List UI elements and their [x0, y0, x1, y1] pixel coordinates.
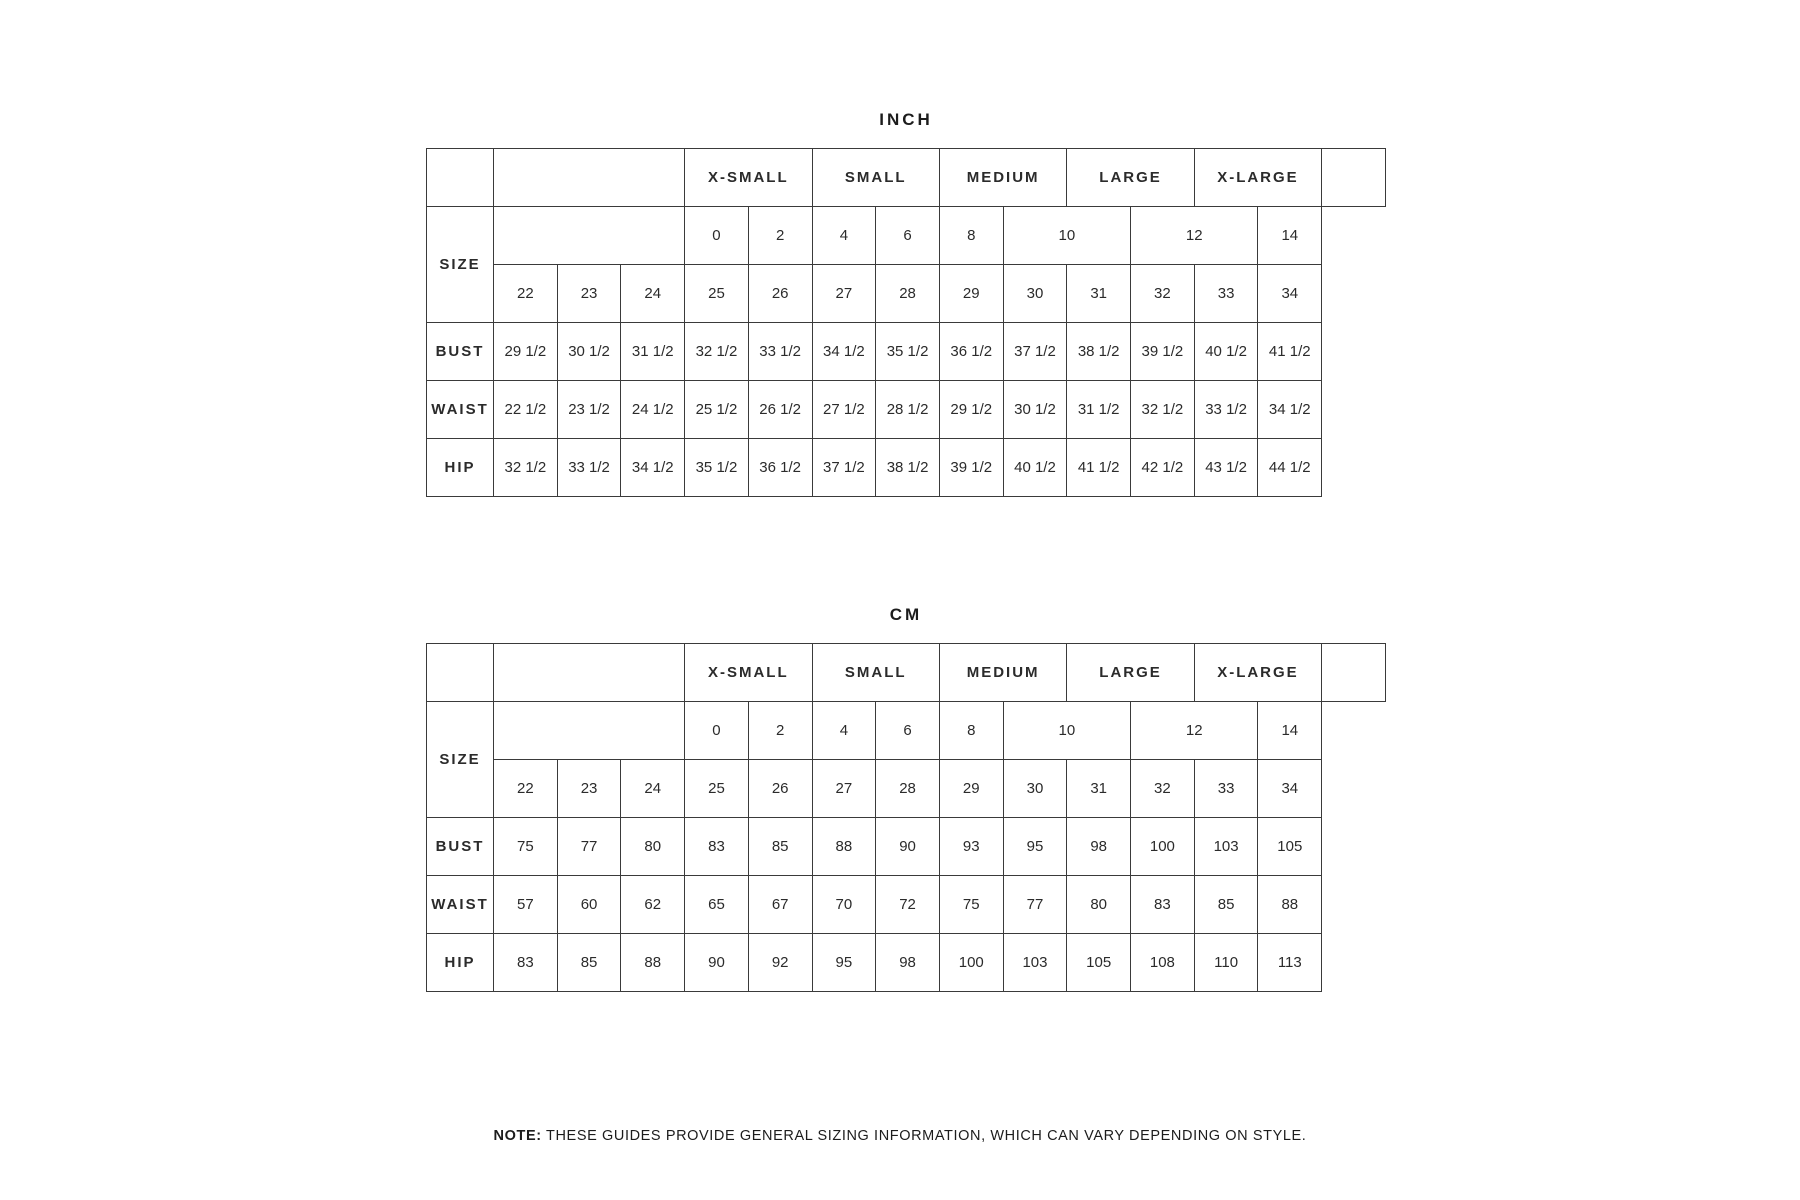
measurement-cell: 88	[1258, 876, 1322, 934]
numeric-size-cell: 34	[1258, 760, 1322, 818]
size-group-header: X-SMALL	[685, 149, 812, 207]
us-size-row	[427, 207, 1386, 265]
numeric-size-cell: 23	[557, 265, 621, 323]
measurement-cell: 29 1/2	[939, 381, 1003, 439]
measurement-cell: 40 1/2	[1194, 323, 1258, 381]
measurement-row-label: WAIST	[427, 381, 494, 439]
measurement-cell: 38 1/2	[876, 439, 940, 497]
measurement-cell: 38 1/2	[1067, 323, 1131, 381]
us-size-row	[427, 702, 1386, 760]
measurement-row-label: HIP	[427, 934, 494, 992]
measurement-cell: 83	[494, 934, 558, 992]
measurement-cell: 75	[494, 818, 558, 876]
measurement-cell: 24 1/2	[621, 381, 685, 439]
measurement-cell: 57	[494, 876, 558, 934]
measurement-cell: 83	[685, 818, 749, 876]
numeric-size-cell: 27	[812, 760, 876, 818]
measurement-cell: 32 1/2	[685, 323, 749, 381]
measurement-cell: 40 1/2	[1003, 439, 1067, 497]
us-size-cell: 2	[748, 702, 812, 760]
measurement-cell: 77	[1003, 876, 1067, 934]
measurement-cell: 35 1/2	[876, 323, 940, 381]
size-group-header-blank	[494, 644, 685, 702]
numeric-size-cell: 24	[621, 760, 685, 818]
cm-size-table	[426, 643, 1386, 992]
measurement-cell: 34 1/2	[1258, 381, 1322, 439]
measurement-cell: 26 1/2	[748, 381, 812, 439]
inch-size-chart	[426, 110, 1386, 497]
measurement-row-label: HIP	[427, 439, 494, 497]
measurement-cell: 90	[876, 818, 940, 876]
measurement-cell: 105	[1067, 934, 1131, 992]
measurement-cell: 27 1/2	[812, 381, 876, 439]
measurement-cell: 80	[621, 818, 685, 876]
size-group-header: LARGE	[1067, 149, 1194, 207]
numeric-size-cell: 34	[1258, 265, 1322, 323]
measurement-cell: 31 1/2	[1067, 381, 1131, 439]
measurement-cell: 67	[748, 876, 812, 934]
measurement-row-label: BUST	[427, 818, 494, 876]
measurement-cell: 90	[685, 934, 749, 992]
measurement-cell: 100	[939, 934, 1003, 992]
measurement-cell: 28 1/2	[876, 381, 940, 439]
size-row-label: SIZE	[427, 207, 494, 323]
us-size-cell: 2	[748, 207, 812, 265]
numeric-size-cell: 28	[876, 265, 940, 323]
numeric-size-cell: 26	[748, 760, 812, 818]
numeric-size-row	[427, 265, 1386, 323]
measurement-cell: 34 1/2	[812, 323, 876, 381]
size-group-header: X-SMALL	[685, 644, 812, 702]
inch-chart-title: INCH	[879, 110, 933, 129]
measurement-cell: 110	[1194, 934, 1258, 992]
measurement-cell: 75	[939, 876, 1003, 934]
measurement-cell: 92	[748, 934, 812, 992]
numeric-size-cell: 27	[812, 265, 876, 323]
size-group-header: MEDIUM	[939, 149, 1066, 207]
measurement-cell: 36 1/2	[939, 323, 1003, 381]
measurement-cell: 37 1/2	[1003, 323, 1067, 381]
size-group-header: LARGE	[1067, 644, 1194, 702]
measurement-cell: 33 1/2	[557, 439, 621, 497]
measurement-cell: 105	[1258, 818, 1322, 876]
measurement-cell: 37 1/2	[812, 439, 876, 497]
measurement-cell: 88	[621, 934, 685, 992]
numeric-size-cell: 29	[939, 760, 1003, 818]
group-header-corner	[427, 149, 494, 207]
size-group-header: MEDIUM	[939, 644, 1066, 702]
numeric-size-cell: 23	[557, 760, 621, 818]
measurement-cell: 32 1/2	[1131, 381, 1195, 439]
measurement-cell: 36 1/2	[748, 439, 812, 497]
size-group-header: SMALL	[812, 149, 939, 207]
measurement-cell: 72	[876, 876, 940, 934]
us-size-cell: 0	[685, 207, 749, 265]
group-header-row	[427, 149, 1386, 207]
us-size-cell: 12	[1131, 702, 1258, 760]
us-size-cell: 14	[1258, 702, 1322, 760]
numeric-size-cell: 33	[1194, 760, 1258, 818]
measurement-cell: 98	[876, 934, 940, 992]
measurement-cell: 70	[812, 876, 876, 934]
measurement-cell: 39 1/2	[939, 439, 1003, 497]
measurement-row	[427, 381, 1386, 439]
cm-chart-title: CM	[889, 605, 923, 624]
measurement-row	[427, 818, 1386, 876]
size-row-label: SIZE	[427, 702, 494, 818]
measurement-cell: 88	[812, 818, 876, 876]
measurement-row-label: WAIST	[427, 876, 494, 934]
us-size-cell: 14	[1258, 207, 1322, 265]
numeric-size-cell: 31	[1067, 265, 1131, 323]
numeric-size-cell: 33	[1194, 265, 1258, 323]
numeric-size-cell: 25	[685, 760, 749, 818]
measurement-cell: 62	[621, 876, 685, 934]
measurement-cell: 85	[748, 818, 812, 876]
us-size-cell: 4	[812, 207, 876, 265]
numeric-size-cell: 24	[621, 265, 685, 323]
measurement-row	[427, 934, 1386, 992]
numeric-size-cell: 31	[1067, 760, 1131, 818]
numeric-size-cell: 32	[1131, 265, 1195, 323]
measurement-cell: 32 1/2	[494, 439, 558, 497]
size-group-header: SMALL	[812, 644, 939, 702]
us-size-cell: 8	[939, 207, 1003, 265]
note-text	[0, 1128, 1800, 1144]
measurement-cell: 103	[1194, 818, 1258, 876]
measurement-cell: 29 1/2	[494, 323, 558, 381]
measurement-cell: 83	[1131, 876, 1195, 934]
size-group-header-blank	[1322, 644, 1386, 702]
numeric-size-cell: 22	[494, 760, 558, 818]
measurement-cell: 42 1/2	[1131, 439, 1195, 497]
size-group-header: X-LARGE	[1194, 149, 1321, 207]
measurement-cell: 95	[1003, 818, 1067, 876]
measurement-cell: 108	[1131, 934, 1195, 992]
measurement-cell: 34 1/2	[621, 439, 685, 497]
measurement-cell: 100	[1131, 818, 1195, 876]
size-group-header-blank	[1322, 149, 1386, 207]
measurement-cell: 41 1/2	[1258, 323, 1322, 381]
us-size-cell: 0	[685, 702, 749, 760]
measurement-cell: 103	[1003, 934, 1067, 992]
numeric-size-cell: 32	[1131, 760, 1195, 818]
size-group-header-blank	[494, 149, 685, 207]
measurement-cell: 41 1/2	[1067, 439, 1131, 497]
us-size-cell: 6	[876, 207, 940, 265]
us-size-cell: 10	[1003, 702, 1130, 760]
measurement-row-label: BUST	[427, 323, 494, 381]
measurement-cell: 43 1/2	[1194, 439, 1258, 497]
measurement-cell: 25 1/2	[685, 381, 749, 439]
measurement-cell: 113	[1258, 934, 1322, 992]
measurement-cell: 35 1/2	[685, 439, 749, 497]
group-header-corner	[427, 644, 494, 702]
measurement-cell: 93	[939, 818, 1003, 876]
measurement-cell: 23 1/2	[557, 381, 621, 439]
us-size-cell-blank	[494, 207, 685, 265]
cm-size-chart	[426, 605, 1386, 992]
us-size-cell: 4	[812, 702, 876, 760]
measurement-row	[427, 439, 1386, 497]
us-size-cell: 12	[1131, 207, 1258, 265]
measurement-cell: 31 1/2	[621, 323, 685, 381]
note-body: THESE GUIDES PROVIDE GENERAL SIZING INFORMATION, WHICH CAN VARY DEPENDING ON STYLE.	[541, 1128, 1307, 1144]
note-label: NOTE:	[493, 1128, 542, 1144]
measurement-cell: 60	[557, 876, 621, 934]
measurement-cell: 39 1/2	[1131, 323, 1195, 381]
us-size-cell-blank	[494, 702, 685, 760]
size-group-header: X-LARGE	[1194, 644, 1321, 702]
measurement-cell: 95	[812, 934, 876, 992]
measurement-row	[427, 323, 1386, 381]
numeric-size-cell: 28	[876, 760, 940, 818]
measurement-cell: 80	[1067, 876, 1131, 934]
numeric-size-cell: 30	[1003, 265, 1067, 323]
measurement-row	[427, 876, 1386, 934]
measurement-cell: 30 1/2	[557, 323, 621, 381]
inch-size-table	[426, 148, 1386, 497]
us-size-cell: 8	[939, 702, 1003, 760]
numeric-size-row	[427, 760, 1386, 818]
us-size-cell: 10	[1003, 207, 1130, 265]
numeric-size-cell: 22	[494, 265, 558, 323]
measurement-cell: 44 1/2	[1258, 439, 1322, 497]
measurement-cell: 22 1/2	[494, 381, 558, 439]
numeric-size-cell: 30	[1003, 760, 1067, 818]
measurement-cell: 98	[1067, 818, 1131, 876]
group-header-row	[427, 644, 1386, 702]
measurement-cell: 77	[557, 818, 621, 876]
numeric-size-cell: 29	[939, 265, 1003, 323]
numeric-size-cell: 26	[748, 265, 812, 323]
measurement-cell: 65	[685, 876, 749, 934]
measurement-cell: 33 1/2	[748, 323, 812, 381]
measurement-cell: 85	[1194, 876, 1258, 934]
us-size-cell: 6	[876, 702, 940, 760]
measurement-cell: 33 1/2	[1194, 381, 1258, 439]
measurement-cell: 30 1/2	[1003, 381, 1067, 439]
numeric-size-cell: 25	[685, 265, 749, 323]
measurement-cell: 85	[557, 934, 621, 992]
